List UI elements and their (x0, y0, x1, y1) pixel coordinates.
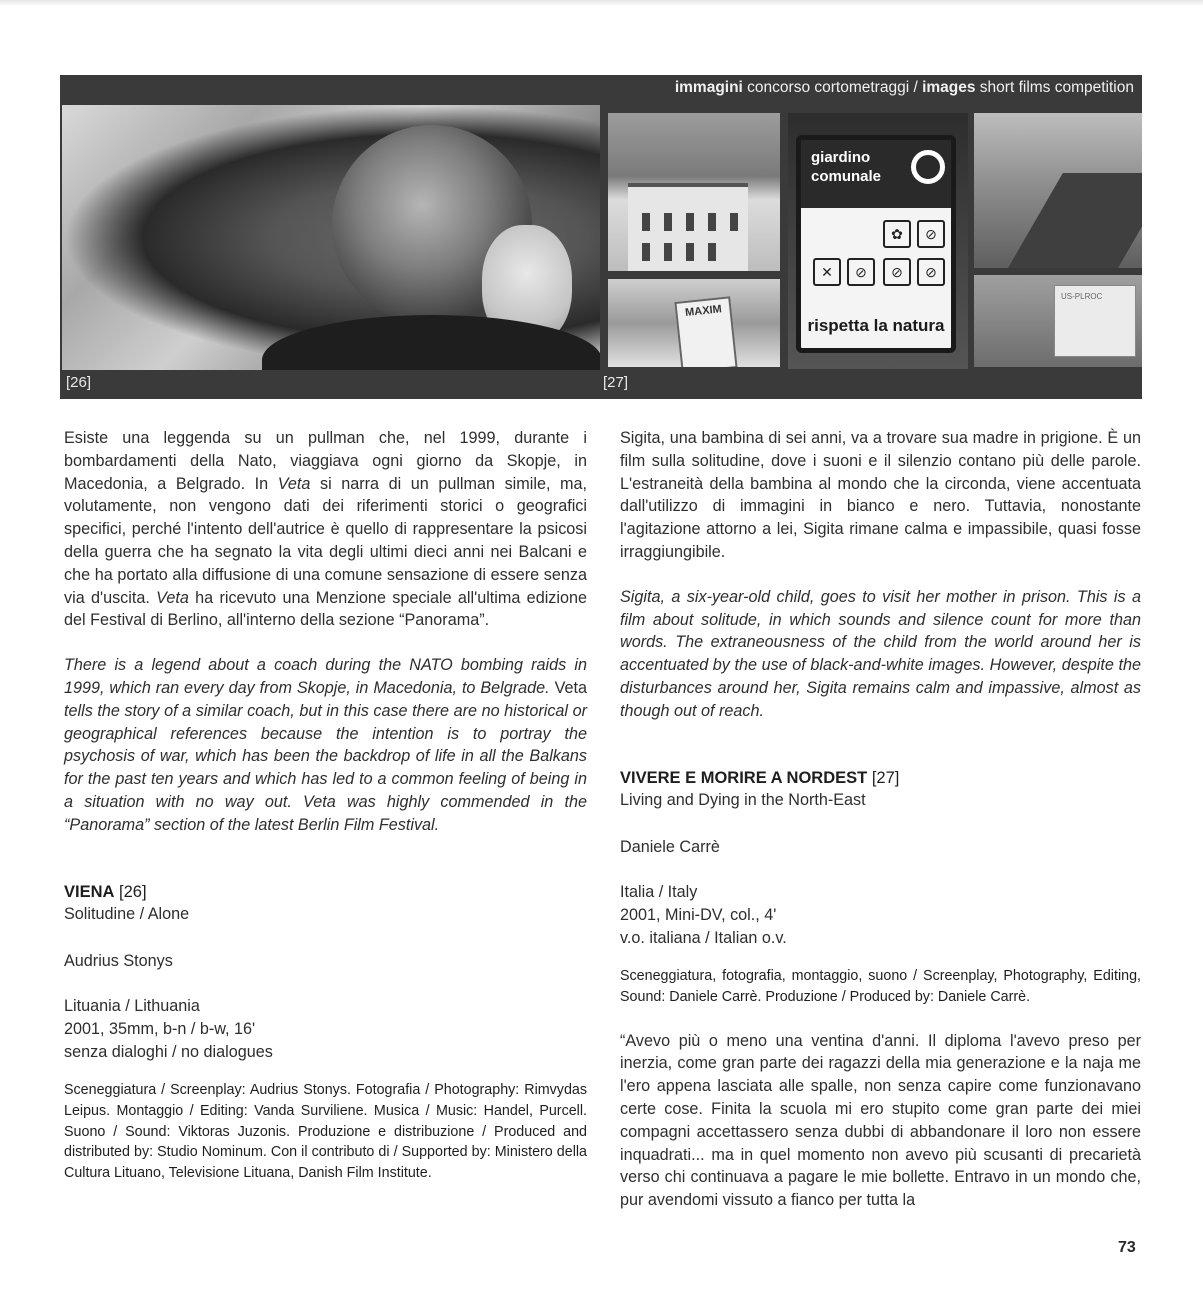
lang-viena: senza dialoghi / no dialogues (64, 1042, 273, 1061)
page-number: 73 (1118, 1239, 1136, 1256)
photo-truck (974, 275, 1142, 367)
header-en-bold: images (922, 79, 976, 96)
synopsis-italian: Sigita, una bambina di sei anni, va a trovare sua madre in prigione. È un film sulla solitudine, dove i suoni e il silenzio contano più delle parole. L'estraneità della bambina al mondo che la circonda, viene accentuata dall'utilizzo di immagini in bianco e nero. Tuttavia, nonostante l'agitazione attorno a lei, Sigita rimane calma e impassibile, quasi fosse irraggiungibile. (620, 429, 1141, 561)
country-nordest: Italia / Italy (620, 882, 698, 901)
truck-text: US-PLROC (1061, 292, 1103, 301)
caption-27: [27] (603, 374, 629, 391)
no-flowers-icon: ✿ (883, 220, 911, 248)
no-bike-icon: ⊘ (883, 258, 911, 286)
film-subtitle-viena: Solitudine / Alone (64, 905, 190, 924)
photo-city-street (608, 113, 780, 271)
caption-26: [26] (66, 374, 92, 391)
film-title-viena: VIENA [26] (64, 882, 147, 901)
credits-viena: Sceneggiatura / Screenplay: Audrius Stonys. Fotografia / Photography: Rimvydas Leipus. Montaggio / Editing: Vanda Surviliene. Musica / Music: Handel, Purcell. Suono / Sound: Viktoras Juzonis. Produzione e distribuzione / Produced and distributed by: Studio Nominum. Con il contributo di / Supported by: Ministero della Cultura Lituano, Televisione Lituana, Danish Film Institute. (64, 1082, 587, 1181)
photo-viena-child (62, 105, 600, 370)
right-column (620, 427, 1141, 1212)
header-it-bold: immagini (674, 79, 743, 96)
tech-viena: 2001, 35mm, b-n / b-w, 16' (64, 1019, 256, 1038)
photo-park-sign (788, 113, 968, 369)
director-nordest: Daniele Carrè (620, 838, 720, 857)
intro-english: There is a legend about a coach during the NATO bombing raids in 1999, which ran every day from Skopje, in Macedonia, to Belgrade. Veta tells the story of a similar coach, but in this case there are no historical or geographical references because the intention is to portray the psychosis of war, which has been the backdrop of life in all the Balkans for the past ten years and which has led to a common feeling of being in a situation with no way out. Veta was highly commended in the “Panorama” section of the latest Berlin Film Festival. (64, 656, 587, 834)
header-en-rest: short films competition (975, 79, 1134, 96)
no-vehicles-icon: ⊘ (917, 258, 945, 286)
kiosk-magazine-text: MAXIM (684, 303, 723, 320)
film-title-nordest: VIVERE E MORIRE A NORDEST [27] (620, 768, 900, 787)
country-viena: Lituania / Lithuania (64, 996, 200, 1015)
header-it-rest: concorso cortometraggi / (742, 79, 923, 96)
director-viena: Audrius Stonys (64, 952, 173, 971)
left-column (64, 427, 587, 1183)
photo-newsstand (608, 279, 780, 367)
director-quote: “Avevo più o meno una ventina d'anni. Il diploma l'avevo preso per inerzia, come gran parte dei ragazzi della mia generazione e la naja me l'ero appena lasciata alle spalle, non senza capire come funzionavano certe cose. Finita la scuola mi ero stupito come gran parte dei miei compagni accettassero senza dubbi di abbandonare il loro non essere inquadrati... ma in quel momento non avevo più scusanti di precarietà verso chi continuava a pagare le mie bollette. Entravo in un mondo che, pur avendomi vissuto a fianco per tutta la (620, 1031, 1141, 1210)
synopsis-english: Sigita, a six-year-old child, goes to visit her mother in prison. This is a film about solitude, in which sounds and silence count for more than words. The extraneousness of the child from the world around her is accentuated by the use of black-and-white images. However, despite the disturbances around her, Sigita remains calm and impassive, almost as though out of reach. (620, 587, 1141, 720)
tech-nordest: 2001, Mini-DV, col., 4' (620, 905, 777, 924)
credits-nordest: Sceneggiatura, fotografia, montaggio, suono / Screenplay, Photography, Editing, Sound: Daniele Carrè. Produzione / Produced by: Daniele Carrè. (620, 968, 1141, 1005)
sign-slogan: rispetta la natura (807, 316, 945, 335)
no-dogs-icon: ✕ (813, 258, 841, 286)
page-edge-shadow (0, 0, 1203, 6)
no-entry-icon (911, 150, 945, 184)
no-ball-icon: ⊘ (917, 220, 945, 248)
photo-highway (974, 113, 1142, 268)
sign-title: giardino comunale (811, 149, 882, 185)
lang-nordest: v.o. italiana / Italian o.v. (620, 928, 787, 947)
section-header (60, 75, 1142, 103)
film-subtitle-nordest: Living and Dying in the North-East (620, 791, 866, 810)
image-strip (60, 103, 1142, 399)
intro-italian: Esiste una leggenda su un pullman che, nel 1999, durante i bombardamenti della Nato, viaggiava ogni giorno da Skopje, in Macedonia, a Belgrado. In Veta si narra di un pullman simile, ma, volutamente, non vengono dati dei riferimenti storici o geografici specifici, perché l'intento dell'autrice è quello di rappresentare la psicosi della guerra che ha segnato la vita degli ultimi dieci anni nei Balcani e che ha portato alla diffusione di una comune sensazione di essere senza via d'uscita. Veta ha ricevuto una Menzione speciale all'ultima edizione del Festival di Berlino, all'interno della sezione “Panorama”. (64, 429, 587, 630)
no-litter-icon: ⊘ (847, 258, 875, 286)
